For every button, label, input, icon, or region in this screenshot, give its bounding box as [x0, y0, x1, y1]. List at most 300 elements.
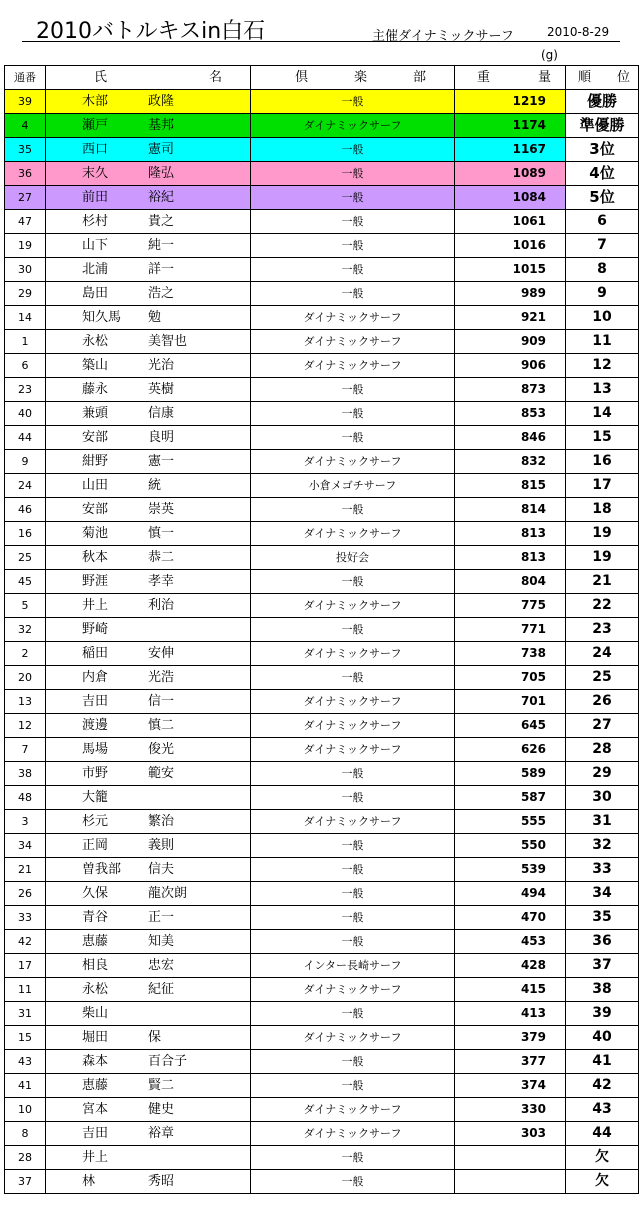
angler-name	[46, 858, 251, 882]
catch-weight: 1219	[455, 90, 566, 114]
given-name: 光治	[148, 358, 175, 373]
final-rank: 8	[566, 258, 639, 282]
entry-number: 25	[5, 546, 46, 570]
club-name: 一般	[251, 210, 455, 234]
angler-name	[46, 450, 251, 474]
given-name: 百合子	[148, 1054, 188, 1069]
table-row	[5, 762, 639, 786]
family-name: 木部	[82, 94, 109, 109]
entry-number: 33	[5, 906, 46, 930]
final-rank: 34	[566, 882, 639, 906]
final-rank: 30	[566, 786, 639, 810]
angler-name	[46, 1026, 251, 1050]
family-name: 知久馬	[82, 310, 122, 325]
family-name: 井上	[82, 1150, 109, 1165]
table-row	[5, 1098, 639, 1122]
table-row	[5, 138, 639, 162]
given-name: 知美	[148, 934, 175, 949]
angler-name	[46, 1074, 251, 1098]
entry-number: 46	[5, 498, 46, 522]
angler-name	[46, 570, 251, 594]
entry-number: 13	[5, 690, 46, 714]
family-name: 永松	[82, 334, 109, 349]
family-name: 渡邊	[82, 718, 109, 733]
entry-number: 3	[5, 810, 46, 834]
catch-weight: 832	[455, 450, 566, 474]
angler-name	[46, 642, 251, 666]
given-name: 保	[148, 1030, 162, 1045]
entry-number: 14	[5, 306, 46, 330]
angler-name	[46, 1170, 251, 1194]
club-name: ダイナミックサーフ	[251, 690, 455, 714]
angler-name	[46, 234, 251, 258]
given-name: 範安	[148, 766, 175, 781]
entry-number: 36	[5, 162, 46, 186]
club-name: 一般	[251, 834, 455, 858]
table-row	[5, 378, 639, 402]
catch-weight: 303	[455, 1122, 566, 1146]
col-header-club	[251, 66, 455, 90]
entry-number: 35	[5, 138, 46, 162]
given-name: 浩之	[148, 286, 175, 301]
angler-name	[46, 882, 251, 906]
table-row	[5, 306, 639, 330]
family-name: 山下	[82, 238, 109, 253]
entry-number: 21	[5, 858, 46, 882]
final-rank: 38	[566, 978, 639, 1002]
final-rank: 21	[566, 570, 639, 594]
table-row	[5, 402, 639, 426]
family-name: 末久	[82, 166, 109, 181]
entry-number: 45	[5, 570, 46, 594]
angler-name	[46, 1146, 251, 1170]
angler-name	[46, 474, 251, 498]
title-underline	[22, 41, 620, 42]
catch-weight: 1016	[455, 234, 566, 258]
final-rank: 22	[566, 594, 639, 618]
table-row	[5, 210, 639, 234]
family-name: 馬場	[82, 742, 109, 757]
club-name: 一般	[251, 1050, 455, 1074]
catch-weight: 470	[455, 906, 566, 930]
given-name: 秀昭	[148, 1174, 175, 1189]
club-name: 一般	[251, 1170, 455, 1194]
results-table	[4, 65, 639, 1194]
table-row	[5, 1026, 639, 1050]
final-rank: 欠	[566, 1170, 639, 1194]
catch-weight: 645	[455, 714, 566, 738]
family-name: 島田	[82, 286, 109, 301]
family-name: 堀田	[82, 1030, 109, 1045]
club-name: 小倉メゴチサーフ	[251, 474, 455, 498]
entry-number: 31	[5, 1002, 46, 1026]
family-name: 北浦	[82, 262, 109, 277]
angler-name	[46, 306, 251, 330]
angler-name	[46, 426, 251, 450]
family-name: 藤永	[82, 382, 109, 397]
given-name: 崇英	[148, 502, 175, 517]
given-name: 勉	[148, 310, 162, 325]
given-name: 光浩	[148, 670, 175, 685]
family-name: 宮本	[82, 1102, 109, 1117]
table-row	[5, 426, 639, 450]
entry-number: 29	[5, 282, 46, 306]
family-name: 柴山	[82, 1006, 109, 1021]
table-row	[5, 930, 639, 954]
organizer-label: 主催ダイナミックサーフ	[372, 29, 514, 44]
catch-weight: 873	[455, 378, 566, 402]
entry-number: 10	[5, 1098, 46, 1122]
given-name: 正一	[148, 910, 175, 925]
angler-name	[46, 618, 251, 642]
final-rank: 23	[566, 618, 639, 642]
given-name: 信夫	[148, 862, 175, 877]
entry-number: 12	[5, 714, 46, 738]
given-name: 恭二	[148, 550, 175, 565]
given-name: 英樹	[148, 382, 175, 397]
col-header-rank-1: 順	[578, 70, 592, 85]
catch-weight: 587	[455, 786, 566, 810]
family-name: 恵藤	[82, 934, 109, 949]
family-name: 安部	[82, 430, 109, 445]
given-name: 隆弘	[148, 166, 175, 181]
table-row	[5, 1122, 639, 1146]
catch-weight: 589	[455, 762, 566, 786]
entry-number: 47	[5, 210, 46, 234]
angler-name	[46, 954, 251, 978]
angler-name	[46, 666, 251, 690]
entry-number: 44	[5, 426, 46, 450]
catch-weight: 853	[455, 402, 566, 426]
entry-number: 20	[5, 666, 46, 690]
final-rank: 5位	[566, 186, 639, 210]
family-name: 秋本	[82, 550, 109, 565]
table-row	[5, 330, 639, 354]
given-name: 信一	[148, 694, 175, 709]
entry-number: 42	[5, 930, 46, 954]
family-name: 正岡	[82, 838, 109, 853]
col-header-rank-2: 位	[616, 70, 630, 85]
club-name: 一般	[251, 858, 455, 882]
table-row	[5, 354, 639, 378]
club-name: 一般	[251, 378, 455, 402]
club-name: ダイナミックサーフ	[251, 330, 455, 354]
club-name: 一般	[251, 282, 455, 306]
family-name: 野崎	[82, 622, 109, 637]
club-name: 一般	[251, 930, 455, 954]
entry-number: 17	[5, 954, 46, 978]
catch-weight: 626	[455, 738, 566, 762]
family-name: 井上	[82, 598, 109, 613]
angler-name	[46, 402, 251, 426]
given-name: 純一	[148, 238, 175, 253]
col-header-club-3: 部	[412, 70, 426, 85]
entry-number: 43	[5, 1050, 46, 1074]
club-name: 一般	[251, 498, 455, 522]
final-rank: 31	[566, 810, 639, 834]
family-name: 西口	[82, 142, 109, 157]
club-name: 一般	[251, 1002, 455, 1026]
final-rank: 準優勝	[566, 114, 639, 138]
given-name: 賢二	[148, 1078, 175, 1093]
angler-name	[46, 762, 251, 786]
angler-name	[46, 282, 251, 306]
table-row	[5, 690, 639, 714]
angler-name	[46, 522, 251, 546]
final-rank: 17	[566, 474, 639, 498]
final-rank: 16	[566, 450, 639, 474]
angler-name	[46, 1002, 251, 1026]
given-name: 信康	[148, 406, 175, 421]
club-name: 一般	[251, 666, 455, 690]
table-row	[5, 882, 639, 906]
header-row	[5, 66, 639, 90]
event-date: 2010-8-29	[547, 25, 610, 39]
angler-name	[46, 978, 251, 1002]
final-rank: 27	[566, 714, 639, 738]
table-row	[5, 546, 639, 570]
family-name: 築山	[82, 358, 109, 373]
entry-number: 15	[5, 1026, 46, 1050]
entry-number: 23	[5, 378, 46, 402]
family-name: 恵藤	[82, 1078, 109, 1093]
catch-weight: 494	[455, 882, 566, 906]
family-name: 紺野	[82, 454, 109, 469]
final-rank: 15	[566, 426, 639, 450]
final-rank: 35	[566, 906, 639, 930]
catch-weight: 555	[455, 810, 566, 834]
catch-weight: 705	[455, 666, 566, 690]
given-name: 良明	[148, 430, 175, 445]
catch-weight: 846	[455, 426, 566, 450]
given-name: 孝幸	[148, 574, 175, 589]
final-rank: 28	[566, 738, 639, 762]
final-rank: 優勝	[566, 90, 639, 114]
given-name: 美智也	[148, 334, 188, 349]
catch-weight: 771	[455, 618, 566, 642]
club-name: ダイナミックサーフ	[251, 522, 455, 546]
family-name: 曽我部	[82, 862, 122, 877]
catch-weight: 1167	[455, 138, 566, 162]
given-name: 健史	[148, 1102, 175, 1117]
angler-name	[46, 498, 251, 522]
entry-number: 19	[5, 234, 46, 258]
catch-weight: 1089	[455, 162, 566, 186]
col-header-no: 通番	[5, 66, 46, 90]
club-name: ダイナミックサーフ	[251, 642, 455, 666]
final-rank: 26	[566, 690, 639, 714]
entry-number: 48	[5, 786, 46, 810]
catch-weight: 813	[455, 522, 566, 546]
club-name: 一般	[251, 906, 455, 930]
catch-weight: 539	[455, 858, 566, 882]
catch-weight: 415	[455, 978, 566, 1002]
club-name: 一般	[251, 618, 455, 642]
given-name: 俊光	[148, 742, 175, 757]
table-row	[5, 738, 639, 762]
family-name: 菊池	[82, 526, 109, 541]
club-name: ダイナミックサーフ	[251, 450, 455, 474]
club-name: ダイナミックサーフ	[251, 714, 455, 738]
angler-name	[46, 90, 251, 114]
catch-weight: 1015	[455, 258, 566, 282]
given-name: 龍次朗	[148, 886, 188, 901]
table-row	[5, 90, 639, 114]
final-rank: 4位	[566, 162, 639, 186]
angler-name	[46, 810, 251, 834]
catch-weight: 814	[455, 498, 566, 522]
catch-weight: 428	[455, 954, 566, 978]
given-name: 憲一	[148, 454, 175, 469]
col-header-weight-2: 量	[537, 70, 551, 85]
family-name: 大籠	[82, 790, 109, 805]
family-name: 杉元	[82, 814, 109, 829]
club-name: ダイナミックサーフ	[251, 1122, 455, 1146]
table-row	[5, 1146, 639, 1170]
given-name: 基邦	[148, 118, 175, 133]
catch-weight: 330	[455, 1098, 566, 1122]
family-name: 久保	[82, 886, 109, 901]
family-name: 吉田	[82, 1126, 109, 1141]
final-rank: 14	[566, 402, 639, 426]
club-name: 一般	[251, 762, 455, 786]
angler-name	[46, 210, 251, 234]
catch-weight: 377	[455, 1050, 566, 1074]
col-header-name	[46, 66, 251, 90]
club-name: 一般	[251, 786, 455, 810]
catch-weight: 921	[455, 306, 566, 330]
page-title: 2010バトルキスin白石	[36, 19, 266, 44]
family-name: 野涯	[82, 574, 109, 589]
table-row	[5, 978, 639, 1002]
entry-number: 39	[5, 90, 46, 114]
catch-weight: 379	[455, 1026, 566, 1050]
club-name: ダイナミックサーフ	[251, 810, 455, 834]
entry-number: 4	[5, 114, 46, 138]
angler-name	[46, 114, 251, 138]
entry-number: 28	[5, 1146, 46, 1170]
table-row	[5, 642, 639, 666]
final-rank: 7	[566, 234, 639, 258]
final-rank: 41	[566, 1050, 639, 1074]
angler-name	[46, 162, 251, 186]
club-name: 一般	[251, 426, 455, 450]
given-name: 慎二	[148, 718, 175, 733]
table-row	[5, 474, 639, 498]
catch-weight: 815	[455, 474, 566, 498]
club-name: インター長崎サーフ	[251, 954, 455, 978]
given-name: 安伸	[148, 646, 175, 661]
club-name: ダイナミックサーフ	[251, 738, 455, 762]
catch-weight: 413	[455, 1002, 566, 1026]
club-name: 一般	[251, 1146, 455, 1170]
final-rank: 29	[566, 762, 639, 786]
final-rank: 19	[566, 546, 639, 570]
final-rank: 11	[566, 330, 639, 354]
entry-number: 34	[5, 834, 46, 858]
catch-weight: 1061	[455, 210, 566, 234]
final-rank: 3位	[566, 138, 639, 162]
club-name: ダイナミックサーフ	[251, 354, 455, 378]
catch-weight: 374	[455, 1074, 566, 1098]
given-name: 統	[148, 478, 162, 493]
final-rank: 12	[566, 354, 639, 378]
table-row	[5, 810, 639, 834]
table-row	[5, 162, 639, 186]
club-name: 一般	[251, 402, 455, 426]
final-rank: 19	[566, 522, 639, 546]
final-rank: 9	[566, 282, 639, 306]
final-rank: 42	[566, 1074, 639, 1098]
family-name: 兼頭	[82, 406, 109, 421]
club-name: ダイナミックサーフ	[251, 978, 455, 1002]
table-row	[5, 618, 639, 642]
club-name: 一般	[251, 138, 455, 162]
angler-name	[46, 786, 251, 810]
entry-number: 41	[5, 1074, 46, 1098]
family-name: 内倉	[82, 670, 109, 685]
table-row	[5, 786, 639, 810]
catch-weight: 453	[455, 930, 566, 954]
club-name: ダイナミックサーフ	[251, 306, 455, 330]
club-name: ダイナミックサーフ	[251, 594, 455, 618]
family-name: 杉村	[82, 214, 109, 229]
catch-weight: 909	[455, 330, 566, 354]
given-name: 義則	[148, 838, 175, 853]
family-name: 稲田	[82, 646, 109, 661]
entry-number: 7	[5, 738, 46, 762]
club-name: 一般	[251, 258, 455, 282]
club-name: 一般	[251, 1074, 455, 1098]
catch-weight: 1084	[455, 186, 566, 210]
final-rank: 13	[566, 378, 639, 402]
angler-name	[46, 354, 251, 378]
club-name: 一般	[251, 882, 455, 906]
angler-name	[46, 378, 251, 402]
entry-number: 11	[5, 978, 46, 1002]
final-rank: 40	[566, 1026, 639, 1050]
entry-number: 5	[5, 594, 46, 618]
club-name: 一般	[251, 186, 455, 210]
family-name: 相良	[82, 958, 109, 973]
entry-number: 30	[5, 258, 46, 282]
family-name: 瀬戸	[82, 118, 109, 133]
table-row	[5, 834, 639, 858]
table-row	[5, 282, 639, 306]
angler-name	[46, 1122, 251, 1146]
club-name: ダイナミックサーフ	[251, 1026, 455, 1050]
angler-name	[46, 138, 251, 162]
table-row	[5, 858, 639, 882]
final-rank: 欠	[566, 1146, 639, 1170]
family-name: 安部	[82, 502, 109, 517]
col-header-weight-1: 重	[477, 70, 491, 85]
club-name: 一般	[251, 90, 455, 114]
family-name: 永松	[82, 982, 109, 997]
table-row	[5, 906, 639, 930]
entry-number: 24	[5, 474, 46, 498]
table-row	[5, 498, 639, 522]
angler-name	[46, 1098, 251, 1122]
catch-weight	[455, 1170, 566, 1194]
table-row	[5, 186, 639, 210]
table-row	[5, 1170, 639, 1194]
given-name: 繁治	[148, 814, 175, 829]
family-name: 前田	[82, 190, 109, 205]
angler-name	[46, 738, 251, 762]
given-name: 紀征	[148, 982, 175, 997]
catch-weight: 550	[455, 834, 566, 858]
